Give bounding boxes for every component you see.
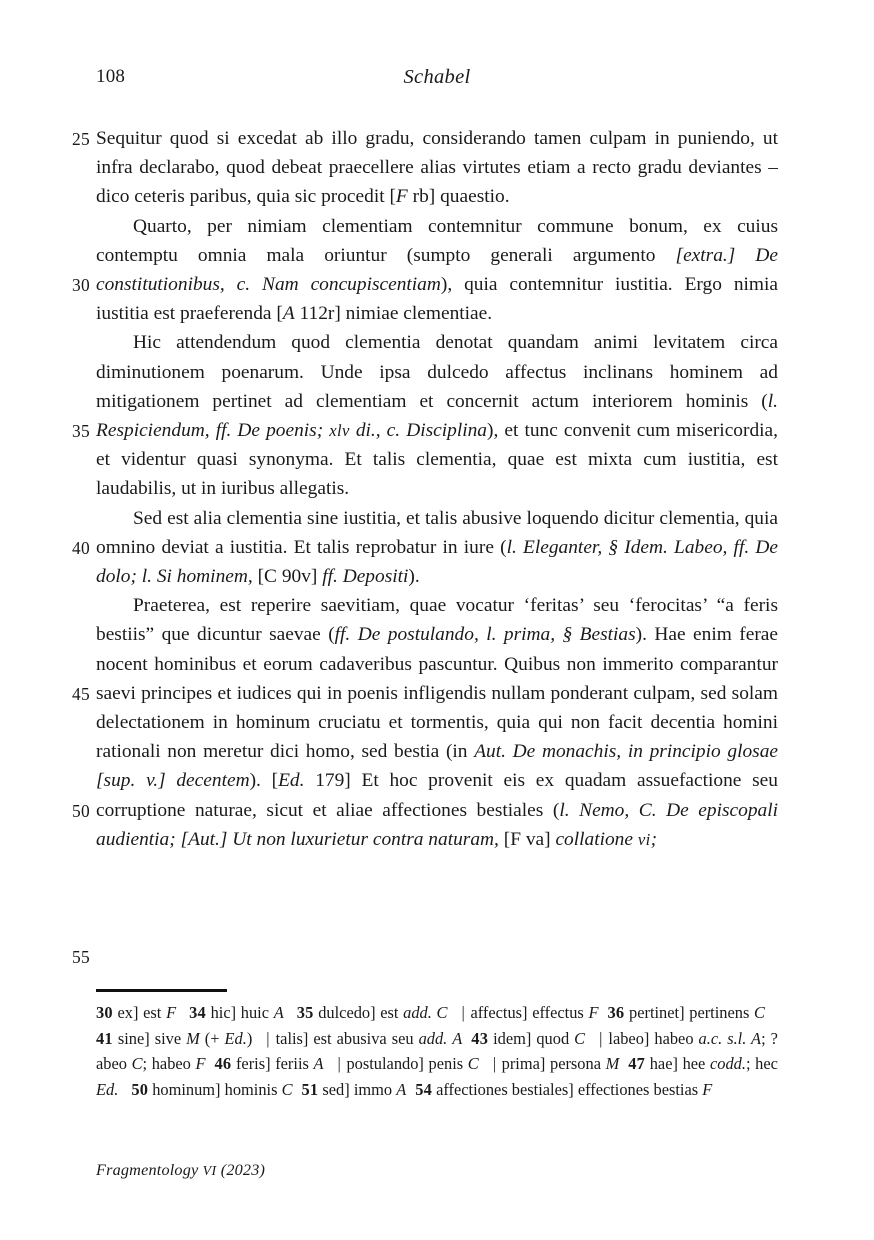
apparatus-lemma: dulcedo]: [318, 1003, 376, 1022]
journal-title: Fragmentology: [96, 1161, 199, 1179]
seg-roman: ). Hae enim ferae nocent hominibus et eorum cadaveribus pascuntur. Quibus non immerito comparantur saevi principes et iudices qui in poenis infligendis nullam ponderant culpam, sed solam delectationem in hominum cruciatu et tormentis, quia qui non facit decentia homini rationali non meretur dici homo, sed bestia (in: [96, 624, 778, 763]
page-number: 108: [96, 66, 126, 87]
apparatus-reading: est: [143, 1003, 162, 1022]
seg-italic: ;: [650, 828, 658, 850]
seg-roman: Sed est alia clementia sine iustitia, et talis abusive loquendo dicitur clementia, quia omnino deviat a iustitia. Et talis reprobatur in iure (: [96, 507, 778, 558]
apparatus-line-ref: 43: [471, 1028, 489, 1048]
paragraph-1: [96, 124, 778, 212]
apparatus-lemma: affectus]: [470, 1003, 528, 1022]
apparatus-lemma: idem]: [493, 1028, 532, 1048]
seg-italic: F: [395, 186, 408, 208]
apparatus-criticus: 30 ex] est F 34 hic] huic A 35 dulcedo] est add. C | affectus] effectus F 36 pertinet] pertinens C41 sine] sive M (+ Ed.) | talis] est abusiva seu add. A 43 idem] quod C | labeo] habeo a.c. s.l. A; ?abeo C; habeo F 46 feris] feriis A | postulando] penis C | prima] persona M 47 hae] hee codd.; hec Ed. 50 hominum] hominis C 51 sed] immo A 54 affectiones bestiales] effectiones bestias F: [96, 1003, 778, 1099]
seg-roman: ). [: [249, 770, 279, 792]
seg-roman: rb] quaestio.: [407, 186, 510, 208]
apparatus-line-ref: 36: [607, 1003, 625, 1022]
apparatus-witness: F: [702, 1079, 713, 1099]
seg-italic: [extra.] De constitutionibus, c. Nam concupiscentiam: [96, 244, 778, 296]
seg-roman: [F va]: [498, 828, 556, 850]
running-head: [96, 66, 778, 92]
apparatus-reading: effectiones bestias: [577, 1079, 699, 1099]
apparatus-lemma: prima]: [501, 1054, 546, 1074]
seg-italic-smallcaps: xlv: [329, 421, 350, 441]
seg-italic-smallcaps: vi: [637, 829, 651, 849]
apparatus-witness: A: [396, 1079, 407, 1099]
apparatus-separator: |: [492, 1054, 497, 1074]
seg-roman: Praeterea, est reperire saevitiam, quae vocatur ‘feritas’ seu ‘ferocitas’ “a feris bestiis” que dicuntur saevae (: [96, 595, 778, 646]
apparatus-lemma: sed]: [322, 1079, 350, 1099]
running-title: Schabel: [403, 66, 471, 88]
paragraph-2: [96, 212, 778, 329]
apparatus-reading: penis: [428, 1054, 464, 1074]
apparatus-lemma: sine]: [117, 1028, 150, 1048]
apparatus-line-ref: 30: [96, 1003, 113, 1022]
apparatus-witness: C: [754, 1003, 765, 1022]
seg-italic: ff. Depositi: [322, 566, 409, 588]
seg-italic: collatione: [555, 828, 638, 850]
apparatus-reading: feriis: [275, 1054, 309, 1074]
seg-italic: Ed.: [278, 770, 305, 792]
apparatus-lemma: pertinet]: [629, 1003, 685, 1022]
apparatus-lemma: hominum]: [152, 1079, 221, 1099]
seg-roman: Quarto, per nimiam clementiam contemnitur commune bonum, ex cuius contemptu omnia mala oriuntur (sumpto generali argumento: [96, 215, 778, 266]
paragraph-5: [96, 591, 778, 854]
apparatus-lemma: hae]: [649, 1054, 678, 1074]
apparatus-rule: [96, 989, 227, 992]
apparatus-witness: A: [313, 1054, 324, 1074]
seg-roman: ).: [408, 566, 420, 588]
apparatus-line-ref: 34: [189, 1003, 206, 1022]
apparatus-reading: effectus: [532, 1003, 584, 1022]
apparatus-reading: huic: [240, 1003, 269, 1022]
body-text: [96, 124, 778, 854]
line-number-55: 55: [72, 947, 90, 967]
apparatus-lemma: talis]: [275, 1028, 309, 1048]
apparatus-lemma: affectiones bestiales]: [436, 1079, 574, 1099]
apparatus-separator: |: [461, 1003, 465, 1022]
line-number-40: 40: [72, 538, 90, 558]
apparatus-reading: persona: [550, 1054, 601, 1074]
apparatus-witness: A: [273, 1003, 284, 1022]
apparatus-separator: |: [599, 1028, 603, 1048]
journal-volume: VI: [202, 1164, 217, 1179]
apparatus-reading: hominis: [224, 1079, 278, 1099]
seg-italic: ff. De postulando, l. prima, § Bestias: [334, 624, 636, 646]
apparatus-witness: C: [436, 1003, 448, 1022]
apparatus-line-ref: 47: [628, 1054, 646, 1074]
apparatus-witness: C: [467, 1054, 479, 1074]
apparatus-line-ref: 50: [131, 1079, 149, 1099]
apparatus-witness: A: [452, 1028, 463, 1048]
apparatus-separator: |: [266, 1028, 270, 1048]
seg-roman: [C 90v]: [252, 566, 323, 588]
journal-year: (2023): [220, 1161, 266, 1179]
journal-footer: [96, 1161, 265, 1180]
line-number-30: 30: [72, 275, 90, 295]
apparatus-lemma: hic]: [210, 1003, 237, 1022]
seg-italic: l. Nemo, C. De episcopali audientia; [Aut.] Ut non luxurietur contra naturam,: [96, 799, 778, 850]
seg-roman: Hic attendendum quod clementia denotat quandam animi levitatem circa diminutionem poenarum. Unde ipsa dulcedo affectus inclinans hominem ad mitigationem pertinet ad clementiam et concernit actum interiorem hominis (: [96, 332, 778, 412]
apparatus-reading: pertinens: [689, 1003, 750, 1022]
apparatus-witness: F: [166, 1003, 177, 1022]
apparatus-witness: F: [195, 1054, 206, 1074]
seg-roman: ), quia contemnitur iustitia. Ergo nimia iustitia est praeferenda [: [96, 274, 778, 325]
apparatus-lemma: ex]: [117, 1003, 139, 1022]
apparatus-line-ref: 46: [214, 1054, 232, 1074]
apparatus-reading: immo: [353, 1079, 393, 1099]
apparatus-line-ref: 51: [301, 1079, 319, 1099]
seg-roman: 179] Et hoc provenit eis ex quadam assuefactione seu corruptione naturae, sicut et aliae affectiones bestiales (: [96, 770, 778, 821]
apparatus-witness: C: [281, 1079, 293, 1099]
apparatus-lemma: postulando]: [346, 1054, 424, 1074]
seg-roman: ), et tunc convenit cum misericordia, et videntur quasi synonyma. Et talis clementia, quae est mixta cum iustitia, est laudabilis, ut in iuribus allegatis.: [96, 420, 778, 500]
seg-italic: A: [282, 303, 295, 325]
paragraph-3: [96, 328, 778, 503]
seg-roman: Sequitur quod si excedat ab illo gradu, considerando tamen culpam in puniendo, ut infra declarabo, quod debeat praecellere alias virtutes etiam a recto gradu deviantes – dico ceteris paribus, quia sic procedit [: [96, 128, 778, 208]
apparatus-witness: M: [605, 1054, 620, 1074]
line-number-35: 35: [72, 421, 90, 441]
seg-roman: 112r] nimiae clementiae.: [294, 303, 493, 325]
line-number-50: 50: [72, 801, 90, 821]
paragraph-4: [96, 504, 778, 592]
seg-italic: di., c. Disciplina: [349, 420, 487, 442]
apparatus-separator: |: [337, 1054, 341, 1074]
seg-italic: l. Respiciendum, ff. De poenis;: [96, 390, 778, 442]
line-number-25: 25: [72, 129, 90, 149]
apparatus-line-ref: 54: [415, 1079, 432, 1099]
seg-italic: l. Eleganter, § Idem. Labeo, ff. De dolo; l. Si hominem,: [96, 536, 778, 588]
apparatus-witness: F: [588, 1003, 599, 1022]
apparatus-lemma: labeo]: [608, 1028, 650, 1048]
apparatus-witness: C: [574, 1028, 586, 1048]
seg-italic: Aut. De monachis, in principio glosae [sup. v.] decentem: [96, 741, 778, 792]
apparatus-line-ref: 41: [96, 1028, 113, 1048]
apparatus-line-ref: 35: [296, 1003, 314, 1022]
line-number-45: 45: [72, 684, 90, 704]
apparatus-lemma: feris]: [235, 1054, 271, 1074]
